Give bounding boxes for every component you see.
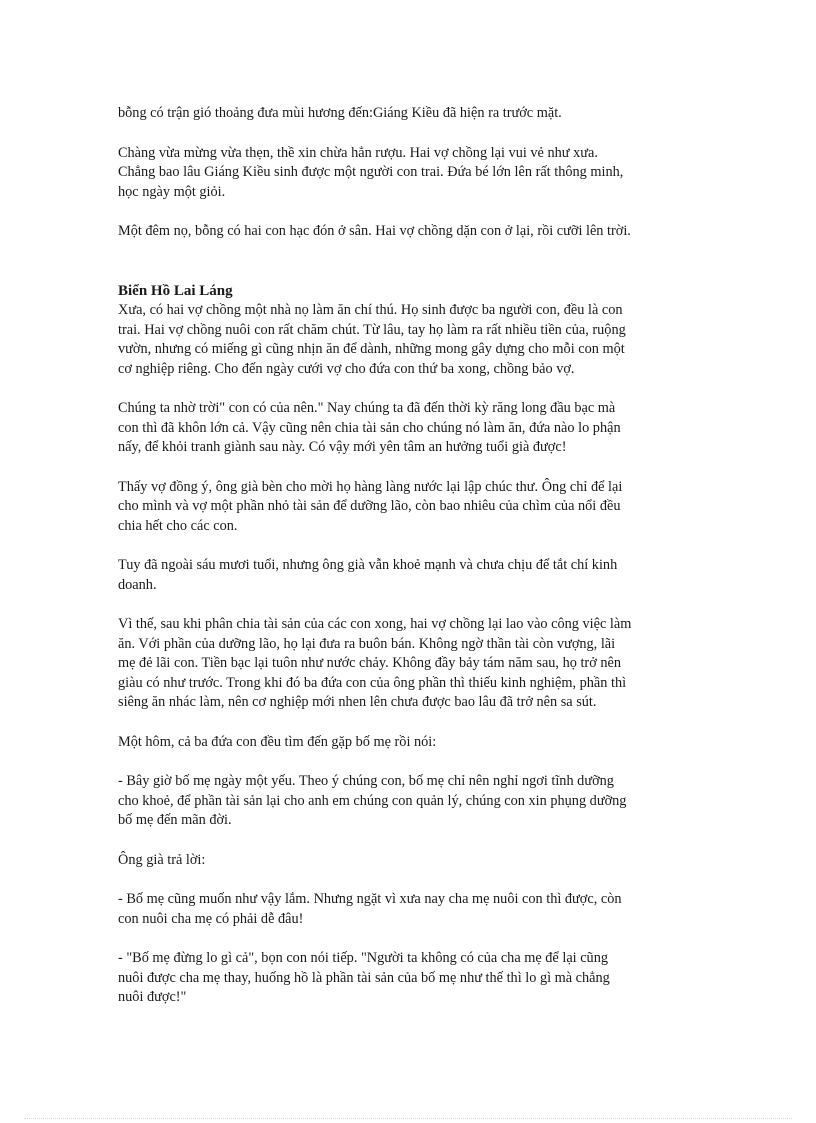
paragraph: Xưa, có hai vợ chồng một nhà nọ làm ăn chí thú. Họ sinh được ba người con, đều là con trai. Hai vợ chồng nuôi con rất chăm chút. Từ lâu, tay họ làm ra rất nhiều tiền của, ruộng vườn, nhưng có miếng gì cũng nhịn ăn để dành, những mong gây dựng cho mỗi con một cơ nghiệp riêng. Cho đến ngày cưới vợ cho đứa con thứ ba xong, chồng bảo vợ. [118, 302, 626, 377]
paragraph: Một hôm, cả ba đứa con đều tìm đến gặp bố mẹ rồi nói: [118, 733, 437, 750]
paragraph: Tuy đã ngoài sáu mươi tuổi, nhưng ông già vẫn khoẻ mạnh và chưa chịu để tắt chí kinh doanh. [118, 557, 618, 593]
paragraph: Vì thế, sau khi phân chia tài sản của các con xong, hai vợ chồng lại lao vào công việc làm ăn. Với phần của dưỡng lão, họ lại đưa ra buôn bán. Không ngờ thần tài còn vượng, lãi mẹ đẻ lãi con. Tiền bạc lại tuôn như nước chảy. Không đầy bảy tám năm sau, họ trở nên giàu có như trước. Trong khi đó ba đứa con của ông phần thì thiếu kinh nghiệm, phần thì siêng ăn nhác làm, nên cơ nghiệp mới nhen lên chưa được bao lâu đã trở nên sa sút. [118, 616, 632, 710]
paragraph: Thấy vợ đồng ý, ông già bèn cho mời họ hàng làng nước lại lập chúc thư. Ông chỉ để lại cho mình và vợ một phần nhỏ tài sản để dưỡng lão, còn bao nhiêu của chìm của nổi đều chia hết cho các con. [118, 478, 623, 534]
document-page [118, 104, 698, 1028]
paragraph: bỗng có trận gió thoảng đưa mùi hương đến:Giáng Kiều đã hiện ra trước mặt. [118, 105, 562, 121]
paragraph: Một đêm nọ, bỗng có hai con hạc đón ở sân. Hai vợ chồng dặn con ở lại, rồi cưỡi lên trời. [118, 223, 631, 239]
paragraph: Chúng ta nhờ trời" con có của nên." Nay chúng ta đã đến thời kỳ răng long đầu bạc mà con thì đã khôn lớn cả. Vậy cũng nên chia tài sản cho chúng nó làm ăn, đứa nào lo phận nấy, để khỏi tranh giành sau này. Có vậy mới yên tâm an hưởng tuổi già được! [118, 400, 621, 455]
paragraph: - Bố mẹ cũng muốn như vậy lắm. Nhưng ngặt vì xưa nay cha mẹ nuôi con thì được, còn con nuôi cha mẹ có phải dễ đâu! [118, 891, 622, 927]
section-heading: Biển Hồ Lai Láng [118, 282, 233, 299]
page-bottom-divider [24, 1118, 792, 1119]
spacer [118, 262, 698, 282]
paragraph: Ông già trả lời: [118, 851, 206, 868]
paragraph: - "Bố mẹ đừng lo gì cả", bọn con nói tiếp. "Người ta không có của cha mẹ để lại cũng nuôi được cha mẹ thay, huống hồ là phần tài sản của bố mẹ như thế thì lo gì mà chẳng nuôi được!" [118, 950, 610, 1005]
paragraph: Chàng vừa mừng vừa thẹn, thề xin chừa hẳn rượu. Hai vợ chồng lại vui vẻ như xưa. Chẳng bao lâu Giáng Kiều sinh được một người con trai. Đứa bé lớn lên rất thông minh, học ngày một giỏi. [118, 144, 624, 200]
paragraph: - Bây giờ bố mẹ ngày một yếu. Theo ý chúng con, bố mẹ chỉ nên nghỉ ngơi tĩnh dưỡng cho khoẻ, để phần tài sản lại cho anh em chúng con quản lý, chúng con xin phụng dưỡng bố mẹ đến mãn đời. [118, 773, 627, 828]
